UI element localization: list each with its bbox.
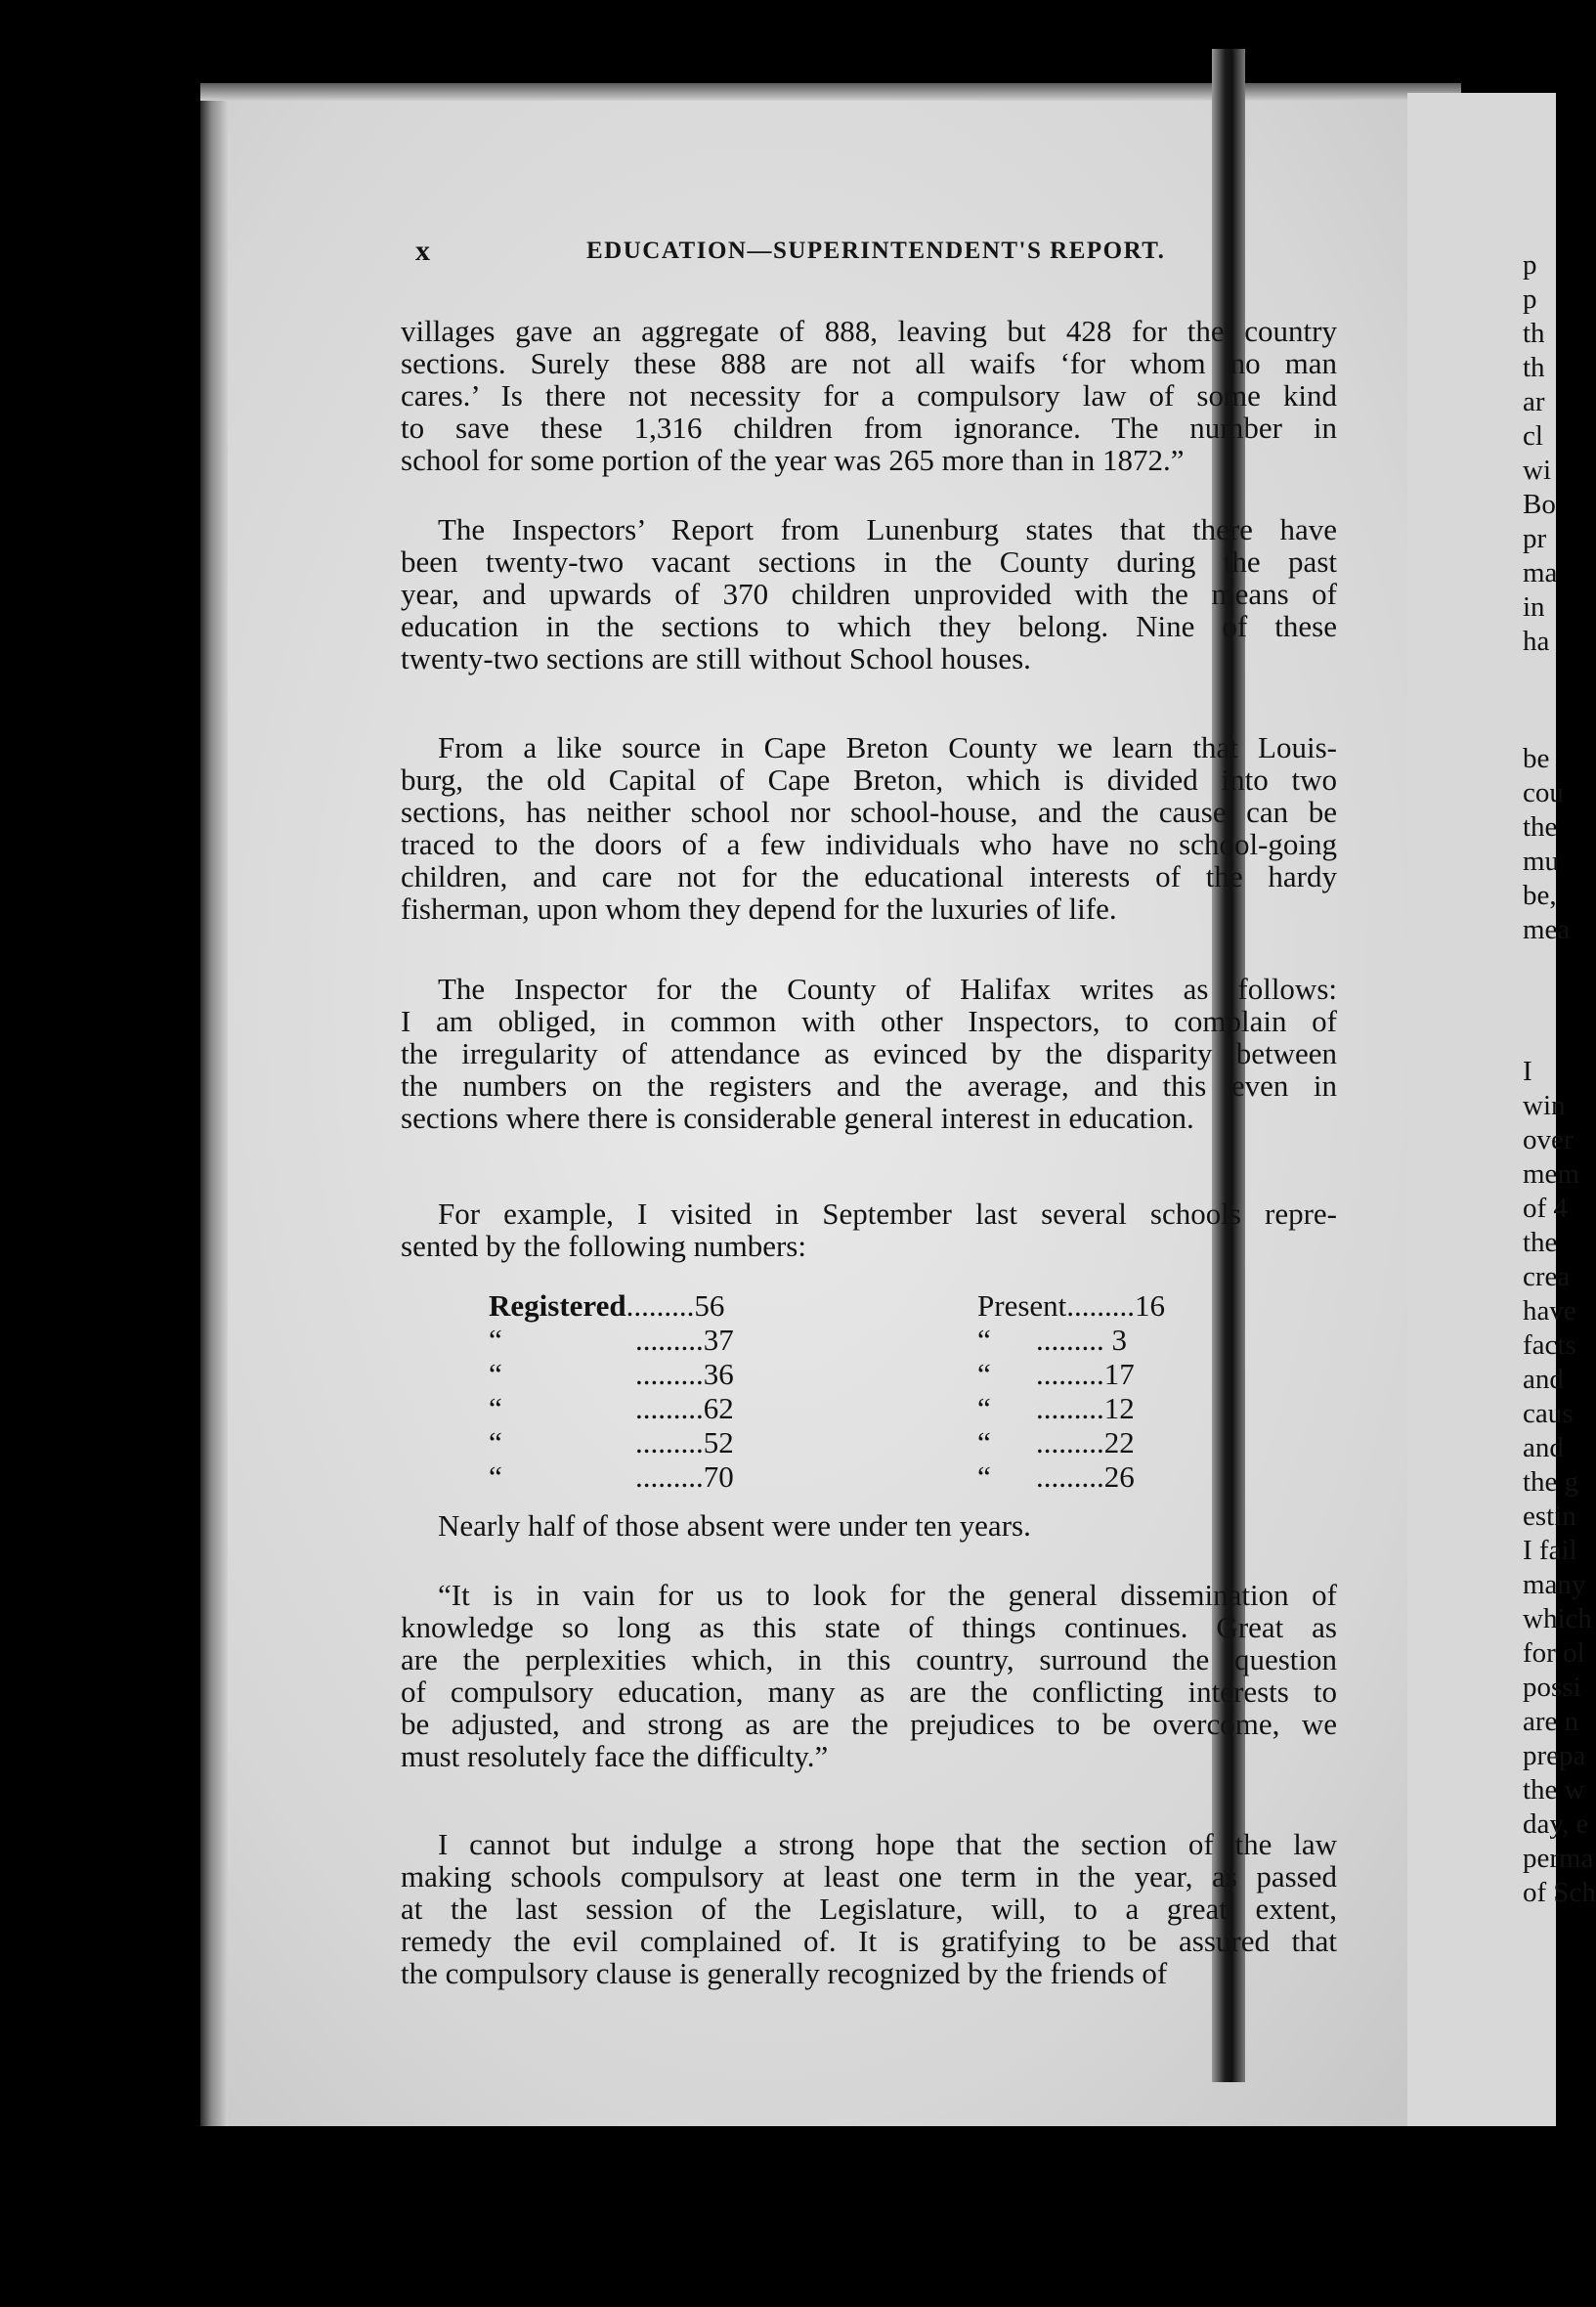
right-page-text: facts xyxy=(1523,1329,1576,1361)
present-row xyxy=(977,1391,1165,1425)
registered-row xyxy=(489,1288,734,1323)
present-row xyxy=(977,1425,1165,1459)
right-page-text: which xyxy=(1523,1603,1592,1634)
present-label: Present xyxy=(977,1288,1067,1323)
present-label: “ xyxy=(977,1323,991,1357)
right-page-text: crea xyxy=(1523,1261,1571,1292)
text-line: sections where there is considerable general interest in education. xyxy=(401,1101,1194,1135)
present-label: “ xyxy=(977,1357,991,1391)
registered-label: “ xyxy=(489,1357,502,1391)
paragraph-2 xyxy=(401,513,1337,675)
text-line: sented by the following numbers: xyxy=(401,1229,806,1263)
text-line: I cannot but indulge a strong hope that the section of the law xyxy=(438,1827,1337,1861)
right-page-text: pr xyxy=(1523,523,1547,554)
present-row xyxy=(977,1288,1165,1323)
text-line: fisherman, upon whom they depend for the luxuries of life. xyxy=(401,892,1117,926)
right-page-text: be, xyxy=(1523,880,1557,911)
right-page-text: win xyxy=(1523,1090,1566,1121)
text-line: the compulsory clause is generally recognized by the friends of xyxy=(401,1956,1168,1990)
text-line: twenty-two sections are still without School houses. xyxy=(401,641,1031,675)
present-value: .........22 xyxy=(1036,1425,1135,1459)
text-line: I am obliged, in common with other Inspectors, to complain of xyxy=(401,1004,1337,1038)
registered-row xyxy=(489,1357,734,1391)
right-page-text: perma xyxy=(1523,1843,1594,1874)
right-page-text: ha xyxy=(1523,626,1550,657)
present-row xyxy=(977,1459,1165,1494)
page-number: x xyxy=(415,235,430,267)
right-page-text: the g xyxy=(1523,1466,1579,1498)
present-value: .........26 xyxy=(1036,1459,1135,1494)
right-page-text: caus xyxy=(1523,1398,1574,1429)
text-line: sections. Surely these 888 are not all waifs ‘for whom no man xyxy=(401,346,1337,380)
text-line: remedy the evil complained of. It is gratifying to be assured that xyxy=(401,1924,1337,1958)
right-page-text: of 4 xyxy=(1523,1193,1568,1224)
text-line: burg, the old Capital of Cape Breton, which is divided into two xyxy=(401,762,1337,797)
text-line: been twenty-two vacant sections in the County during the past xyxy=(401,544,1337,579)
registered-row xyxy=(489,1391,734,1425)
registered-value: .........70 xyxy=(635,1459,734,1494)
text-line: The Inspectors’ Report from Lunenburg states that there have xyxy=(438,512,1337,546)
present-column xyxy=(977,1288,1165,1494)
paragraph-6 xyxy=(401,1509,1337,1542)
right-page-text: of Sch xyxy=(1523,1877,1596,1908)
registered-label: “ xyxy=(489,1323,502,1357)
registered-value: .........37 xyxy=(635,1323,734,1357)
page-edge-top xyxy=(200,83,1461,101)
registered-column xyxy=(489,1288,734,1494)
right-page-text: be xyxy=(1523,743,1550,774)
right-page-text: over xyxy=(1523,1124,1574,1155)
registered-row xyxy=(489,1459,734,1494)
paragraph-8 xyxy=(401,1828,1337,1989)
present-row xyxy=(977,1323,1165,1357)
paragraph-4 xyxy=(401,973,1337,1134)
text-line: the irregularity of attendance as evinced by the disparity between xyxy=(401,1036,1337,1070)
right-page-text: are n xyxy=(1523,1706,1579,1737)
right-page-text: ma xyxy=(1523,557,1558,588)
text-line: year, and upwards of 370 children unprovided with the means of xyxy=(401,577,1337,611)
right-page-text: mu xyxy=(1523,846,1560,877)
registered-value: .........36 xyxy=(635,1357,734,1391)
text-line: of compulsory education, many as are the conflicting interests to xyxy=(401,1675,1337,1709)
text-line: knowledge so long as this state of things continues. Great as xyxy=(401,1610,1337,1644)
paragraph-7 xyxy=(401,1579,1337,1772)
right-page-text: and xyxy=(1523,1364,1564,1395)
text-line: Nearly half of those absent were under ten years. xyxy=(438,1508,1031,1543)
text-line: are the perplexities which, in this country, surround the question xyxy=(401,1642,1337,1676)
text-line: education in the sections to which they belong. Nine of these xyxy=(401,609,1337,643)
registered-label: Registered xyxy=(489,1288,626,1323)
right-page-text: th xyxy=(1523,318,1545,349)
right-page-text: wi xyxy=(1523,455,1551,486)
right-page-text: the xyxy=(1523,1227,1558,1258)
right-page-text: mem xyxy=(1523,1158,1579,1190)
registered-value: .........56 xyxy=(625,1288,725,1323)
right-page-text: prepa xyxy=(1523,1740,1586,1771)
present-label: “ xyxy=(977,1391,991,1425)
present-value: .........12 xyxy=(1036,1391,1135,1425)
right-page-text: the w xyxy=(1523,1774,1585,1806)
registered-label: “ xyxy=(489,1459,502,1494)
text-line: to save these 1,316 children from ignorance. The number in xyxy=(401,411,1337,445)
paragraph-3 xyxy=(401,731,1337,925)
text-line: From a like source in Cape Breton County we learn that Louis- xyxy=(438,730,1337,764)
registered-row xyxy=(489,1425,734,1459)
right-page-text: cl xyxy=(1523,420,1543,452)
right-page-text: I fail xyxy=(1523,1535,1577,1566)
right-page-text: Bo xyxy=(1523,489,1556,520)
right-page-text: for ol xyxy=(1523,1637,1585,1669)
text-line: making schools compulsory at least one term in the year, as passed xyxy=(401,1859,1337,1893)
text-line: children, and care not for the educational interests of the hardy xyxy=(401,859,1337,893)
text-line: at the last session of the Legislature, will, to a great extent, xyxy=(401,1892,1337,1926)
present-value: .........16 xyxy=(1066,1288,1166,1323)
present-label: “ xyxy=(977,1459,991,1494)
right-page-text: th xyxy=(1523,352,1545,383)
registered-label: “ xyxy=(489,1425,502,1459)
text-line: “It is in vain for us to look for the general dissemination of xyxy=(438,1578,1337,1612)
present-value: .........17 xyxy=(1036,1357,1135,1391)
right-page-text: p xyxy=(1523,283,1537,315)
right-page-text: and xyxy=(1523,1432,1564,1463)
registered-value: .........62 xyxy=(635,1391,734,1425)
registered-value: .........52 xyxy=(635,1425,734,1459)
text-line: sections, has neither school nor school-house, and the cause can be xyxy=(401,795,1337,829)
text-line: cares.’ Is there not necessity for a compulsory law of some kind xyxy=(401,378,1337,413)
paragraph-5 xyxy=(401,1197,1337,1262)
right-page-text: I xyxy=(1523,1056,1532,1087)
registered-label: “ xyxy=(489,1391,502,1425)
right-page-fragment xyxy=(1407,93,1596,2126)
text-line: school for some portion of the year was 265 more than in 1872.” xyxy=(401,443,1185,477)
right-page-text: mea xyxy=(1523,914,1571,945)
right-page-text: possi xyxy=(1523,1672,1581,1703)
right-page-text: ar xyxy=(1523,386,1545,417)
paragraph-1 xyxy=(401,315,1337,476)
right-page-text: p xyxy=(1523,249,1537,281)
text-line: The Inspector for the County of Halifax writes as follows: xyxy=(438,972,1337,1006)
right-page-text: in xyxy=(1523,591,1545,623)
text-line: traced to the doors of a few individuals who have no school-going xyxy=(401,827,1337,861)
present-value: ......... 3 xyxy=(1036,1323,1127,1357)
running-header: EDUCATION—SUPERINTENDENT'S REPORT. xyxy=(586,238,1166,264)
text-line: must resolutely face the difficulty.” xyxy=(401,1739,829,1773)
registered-row xyxy=(489,1323,734,1357)
right-page-text: estin xyxy=(1523,1501,1576,1532)
right-page-text: day, e xyxy=(1523,1808,1589,1840)
right-page-text: cou xyxy=(1523,777,1564,808)
right-page-text: the xyxy=(1523,811,1558,843)
text-line: the numbers on the registers and the average, and this even in xyxy=(401,1068,1337,1103)
text-line: be adjusted, and strong as are the prejudices to be overcome, we xyxy=(401,1707,1337,1741)
page-edge-left xyxy=(200,83,228,2126)
right-page-text: have xyxy=(1523,1295,1576,1327)
text-line: For example, I visited in September last several schools repre- xyxy=(438,1197,1337,1231)
present-row xyxy=(977,1357,1165,1391)
present-label: “ xyxy=(977,1425,991,1459)
text-line: villages gave an aggregate of 888, leaving but 428 for the country xyxy=(401,314,1337,348)
right-page-text: many xyxy=(1523,1569,1586,1600)
